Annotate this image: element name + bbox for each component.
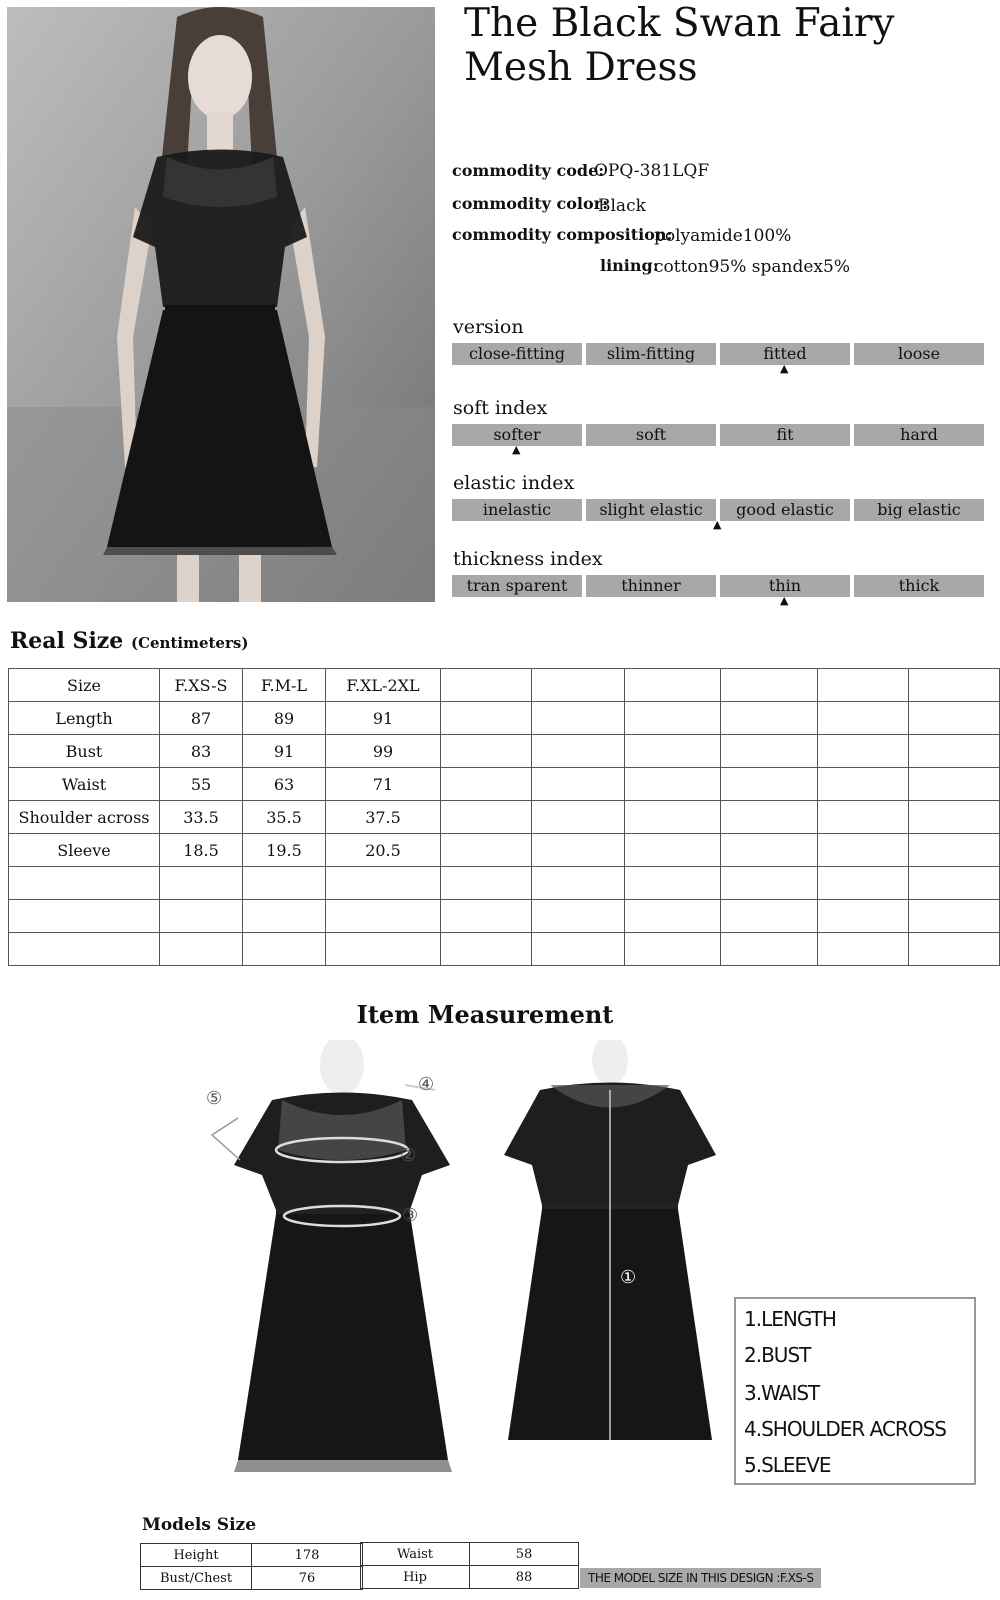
version-option: fitted [720,343,850,365]
size-table-cell [909,801,1000,834]
soft-index-option: hard [854,424,984,446]
size-table-cell [441,933,532,966]
size-table-cell [818,768,909,801]
size-table-cell: Length [9,702,160,735]
size-table-cell [818,702,909,735]
color-label: commodity color: [452,194,608,213]
size-table-cell [441,768,532,801]
model-bust-value: 76 [252,1567,363,1590]
size-table-cell: 91 [326,702,441,735]
size-table-cell: 87 [160,702,243,735]
size-table-cell: 71 [326,768,441,801]
size-table-cell [441,834,532,867]
size-table-cell [721,900,818,933]
measurement-title: Item Measurement [356,1000,614,1029]
model-height-label: Height [141,1544,252,1567]
size-table-cell [532,900,625,933]
thickness-index-option: thinner [586,575,716,597]
size-table-cell [625,900,721,933]
back-dress-drawing [504,1040,716,1440]
size-table-cell [625,834,721,867]
size-table-cell [818,735,909,768]
size-table-cell: 35.5 [243,801,326,834]
size-table-cell: 91 [243,735,326,768]
product-title: The Black Swan Fairy Mesh Dress [464,1,895,90]
legend-sleeve: 5.SLEEVE [744,1453,831,1477]
elastic-index-option: big elastic [854,499,984,521]
thickness-index-option: thin [720,575,850,597]
size-table-cell [909,768,1000,801]
size-table-cell: Waist [9,768,160,801]
thickness-index-selection-marker: ▲ [780,594,789,607]
size-table-cell [532,801,625,834]
size-table-cell [909,867,1000,900]
version-title: version [453,316,524,338]
version-scale [452,343,984,365]
size-table-cell [818,801,909,834]
size-table-cell [326,933,441,966]
size-table-row [9,834,1000,867]
lining-value: cotton95% spandex5% [654,257,850,277]
thickness-index-option: tran sparent [452,575,582,597]
size-table-cell: F.XS-S [160,669,243,702]
model-bust-label: Bust/Chest [141,1567,252,1590]
elastic-index-option: inelastic [452,499,582,521]
real-size-heading [10,628,248,654]
size-table-cell [625,702,721,735]
size-table-cell: 63 [243,768,326,801]
size-table-cell: Bust [9,735,160,768]
thickness-index-title: thickness index [453,548,603,570]
size-table-row [9,702,1000,735]
size-table-cell: 89 [243,702,326,735]
version-option: close-fitting [452,343,582,365]
size-table-cell [721,669,818,702]
size-table-cell [532,669,625,702]
elastic-index-title: elastic index [453,472,575,494]
code-label: commodity code: [452,161,605,180]
measurement-legend [734,1297,976,1485]
soft-index-selection-marker: ▲ [512,443,521,456]
size-table-cell [909,669,1000,702]
size-table-cell [818,933,909,966]
size-table-cell [721,801,818,834]
size-table-cell [243,900,326,933]
elastic-index-selection-marker: ▲ [713,518,722,531]
size-table-row [9,933,1000,966]
size-table-cell [818,867,909,900]
size-table-row [9,669,1000,702]
model-hip-value: 88 [470,1566,579,1589]
size-table-cell [909,735,1000,768]
size-table-cell [721,768,818,801]
size-table-cell: Sleeve [9,834,160,867]
size-table-cell [441,735,532,768]
size-table-cell: F.XL-2XL [326,669,441,702]
size-table-cell [326,900,441,933]
size-table-cell [441,867,532,900]
callout-1: ① [620,1267,637,1288]
size-table-cell [532,867,625,900]
size-table-cell [909,702,1000,735]
size-table-cell [160,867,243,900]
size-table-cell [721,735,818,768]
size-table-cell [818,900,909,933]
size-table-cell [818,834,909,867]
size-table-cell [721,702,818,735]
legend-shoulder: 4.SHOULDER ACROSS [744,1417,946,1441]
size-table-cell [909,900,1000,933]
size-table-cell [532,768,625,801]
model-height-value: 178 [252,1544,363,1567]
size-table-cell: Shoulder across [9,801,160,834]
size-table-row [9,768,1000,801]
model-size-note: THE MODEL SIZE IN THIS DESIGN :F.XS-S [580,1568,821,1588]
size-table-cell: 18.5 [160,834,243,867]
size-table-cell [441,900,532,933]
size-table-cell [532,834,625,867]
size-table-cell: 19.5 [243,834,326,867]
size-table-cell: 83 [160,735,243,768]
size-table-cell [160,900,243,933]
size-table-cell [909,834,1000,867]
size-table-cell [721,933,818,966]
size-table-row [9,867,1000,900]
size-table-cell [625,669,721,702]
composition-value: polyamide100% [654,226,792,246]
measurement-illustration [200,1040,740,1520]
model-photo-illustration [7,7,435,602]
model-waist-label: Waist [361,1543,470,1566]
soft-index-option: softer [452,424,582,446]
size-table-cell [326,867,441,900]
real-size-title: Real Size [10,628,124,654]
size-table-cell [625,801,721,834]
size-table-cell [532,735,625,768]
soft-index-option: fit [720,424,850,446]
size-table-cell [243,933,326,966]
color-value: Black [598,196,646,216]
size-table-cell: 33.5 [160,801,243,834]
soft-index-option: soft [586,424,716,446]
legend-bust: 2.BUST [744,1343,811,1367]
soft-index-scale [452,424,984,446]
composition-label: commodity composition: [452,225,673,244]
size-table-cell [441,702,532,735]
real-size-unit: (Centimeters) [130,634,249,652]
version-option: slim-fitting [586,343,716,365]
callout-3: ③ [402,1205,419,1226]
size-table-cell: 99 [326,735,441,768]
size-table-cell [532,933,625,966]
size-table-row [9,801,1000,834]
size-table-cell [9,900,160,933]
code-value: OPQ-381LQF [594,161,710,181]
version-option: loose [854,343,984,365]
elastic-index-option: good elastic [720,499,850,521]
thickness-index-scale [452,575,984,597]
models-table-2 [360,1542,579,1589]
size-table-cell [721,834,818,867]
size-table-cell [9,867,160,900]
size-table-cell [441,669,532,702]
size-table-cell [441,801,532,834]
thickness-index-option: thick [854,575,984,597]
version-selection-marker: ▲ [780,362,789,375]
model-hip-label: Hip [361,1566,470,1589]
size-table-cell [818,669,909,702]
size-table-cell [160,933,243,966]
size-table-cell: 55 [160,768,243,801]
models-size-title: Models Size [142,1515,257,1535]
size-table-cell [625,735,721,768]
size-table-cell [909,933,1000,966]
size-table-cell: F.M-L [243,669,326,702]
front-dress-drawing [234,1040,452,1472]
size-table-cell: 37.5 [326,801,441,834]
size-table-cell [721,867,818,900]
size-table-cell [243,867,326,900]
model-waist-value: 58 [470,1543,579,1566]
legend-waist: 3.WAIST [744,1381,820,1405]
product-photo [7,7,435,602]
size-table-cell [625,768,721,801]
callout-5: ⑤ [206,1088,223,1109]
callout-2: ② [400,1145,417,1166]
size-table-cell [625,867,721,900]
models-table-1 [140,1543,363,1590]
elastic-index-option: slight elastic [586,499,716,521]
size-table-row [9,735,1000,768]
size-table-row [9,900,1000,933]
size-table-cell: Size [9,669,160,702]
size-table-cell [532,702,625,735]
size-table [8,668,1000,966]
size-table-cell [9,933,160,966]
size-table-cell [625,933,721,966]
size-table-cell: 20.5 [326,834,441,867]
lining-label: lining: [600,256,659,275]
soft-index-title: soft index [453,397,548,419]
legend-length: 1.LENGTH [744,1307,836,1331]
callout-4: ④ [418,1074,435,1095]
